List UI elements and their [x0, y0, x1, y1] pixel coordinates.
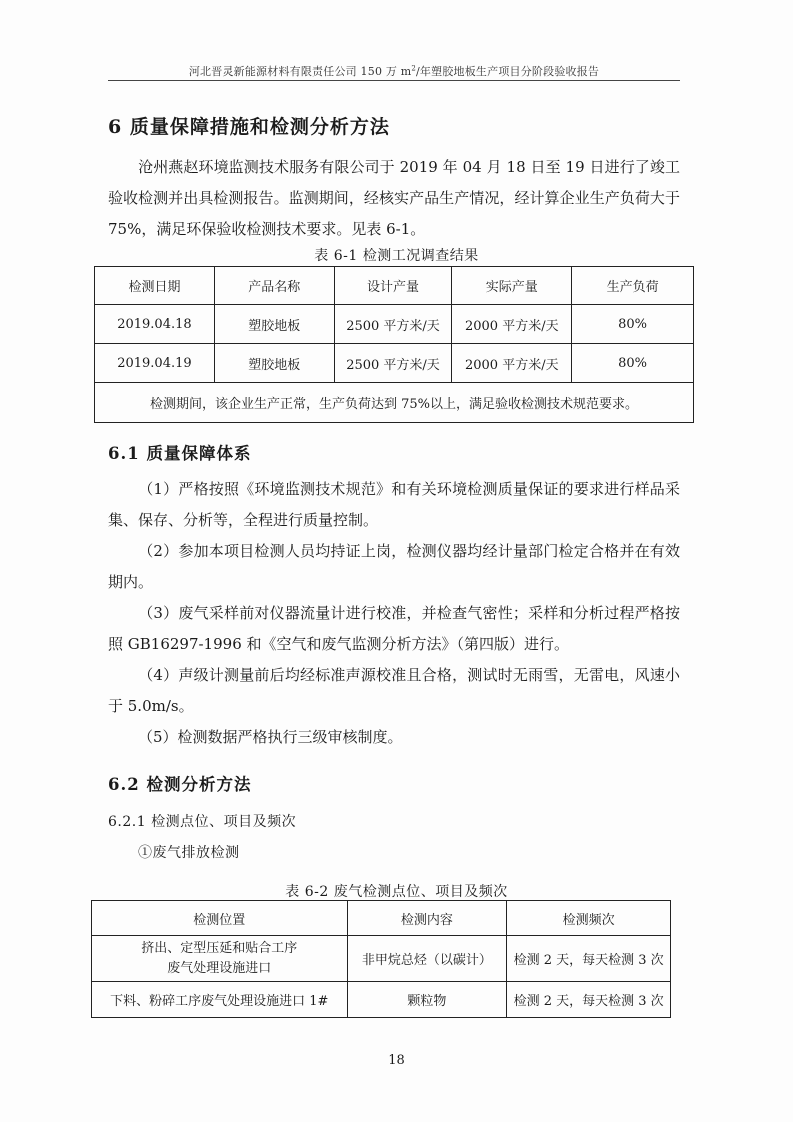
table-cell: 塑胶地板: [214, 305, 334, 344]
header-cell: 产品名称: [214, 267, 334, 305]
section-6-title: 6 质量保障措施和检测分析方法: [108, 116, 390, 138]
table-header-row: [92, 901, 671, 936]
section-6-1-title: 6.1 质量保障体系: [108, 444, 252, 463]
header-rule: [108, 80, 680, 81]
exhaust-detection-label: ①废气排放检测: [138, 845, 240, 861]
table-row: [95, 305, 694, 344]
table-6-2: [91, 900, 671, 1018]
table-cell: 80%: [572, 305, 694, 344]
table-cell: 80%: [572, 344, 694, 383]
quality-item-5: （5）检测数据严格执行三级审核制度。: [138, 728, 403, 746]
table-row: [92, 982, 671, 1018]
table-cell: 检测 2 天，每天检测 3 次: [507, 982, 671, 1018]
running-header: 河北晋灵新能源材料有限责任公司 150 万 $m^2/$年塑胶地板生产项目分阶段验收报告: [188, 64, 600, 78]
table-cell: 颗粒物: [347, 982, 507, 1018]
table-cell: 2000 平方米/天: [452, 305, 572, 344]
table-cell: 挤出、定型压延和贴合工序 废气处理设施进口: [92, 936, 348, 982]
table-note-row: [95, 383, 694, 423]
table-6-2-caption: 表 6-2 废气检测点位、项目及频次: [285, 884, 508, 900]
header-cell: 实际产量: [452, 267, 572, 305]
table-note: 检测期间，该企业生产正常，生产负荷达到 75%以上，满足验收检测技术规范要求。: [95, 383, 694, 423]
section-6-intro: 沧州燕赵环境监测技术服务有限公司于 2019 年 04 月 18 日至 19 日进行了竣工验收检测并出具检测报告。监测期间，经核实产品生产情况，经计算企业生产负荷大于 75%，满足环保验收检测技术要求。见表 6-1。: [108, 158, 680, 238]
header-cell: 检测日期: [95, 267, 215, 305]
table-cell: 非甲烷总烃（以碳计）: [347, 936, 507, 982]
table-header-row: [95, 267, 694, 305]
table-cell: 塑胶地板: [214, 344, 334, 383]
superscript: 2: [411, 64, 417, 73]
header-cell: 检测内容: [347, 901, 507, 936]
table-cell: 2500 平方米/天: [334, 305, 452, 344]
table-cell: 2019.04.19: [95, 344, 215, 383]
table-cell: 检测 2 天，每天检测 3 次: [507, 936, 671, 982]
table-cell: 下料、粉碎工序废气处理设施进口 1#: [92, 982, 348, 1018]
section-6-2-1-title: 6.2.1 检测点位、项目及频次: [108, 814, 297, 830]
quality-item-1: （1）严格按照《环境监测技术规范》和有关环境检测质量保证的要求进行样品采集、保存、分析等，全程进行质量控制。: [108, 480, 680, 529]
table-cell: 2000 平方米/天: [452, 344, 572, 383]
table-6-1-caption: 表 6-1 检测工况调查结果: [314, 248, 479, 264]
header-cell: 检测位置: [92, 901, 348, 936]
page-number: 18: [388, 1053, 405, 1068]
table-cell: 2019.04.18: [95, 305, 215, 344]
section-6-2-title: 6.2 检测分析方法: [108, 775, 252, 794]
table-cell: 2500 平方米/天: [334, 344, 452, 383]
header-cell: 生产负荷: [572, 267, 694, 305]
header-cell: 检测频次: [507, 901, 671, 936]
quality-item-2: （2）参加本项目检测人员均持证上岗，检测仪器均经计量部门检定合格并在有效期内。: [108, 542, 680, 591]
quality-item-4: （4）声级计测量前后均经标准声源校准且合格，测试时无雨雪，无雷电，风速小于 5.0m/s。: [108, 666, 680, 715]
table-row: [92, 936, 671, 982]
table-6-1: [94, 266, 694, 423]
quality-item-3: （3）废气采样前对仪器流量计进行校准，并检查气密性；采样和分析过程严格按照 GB16297-1996 和《空气和废气监测分析方法》（第四版）进行。: [108, 604, 680, 653]
table-row: [95, 344, 694, 383]
header-cell: 设计产量: [334, 267, 452, 305]
